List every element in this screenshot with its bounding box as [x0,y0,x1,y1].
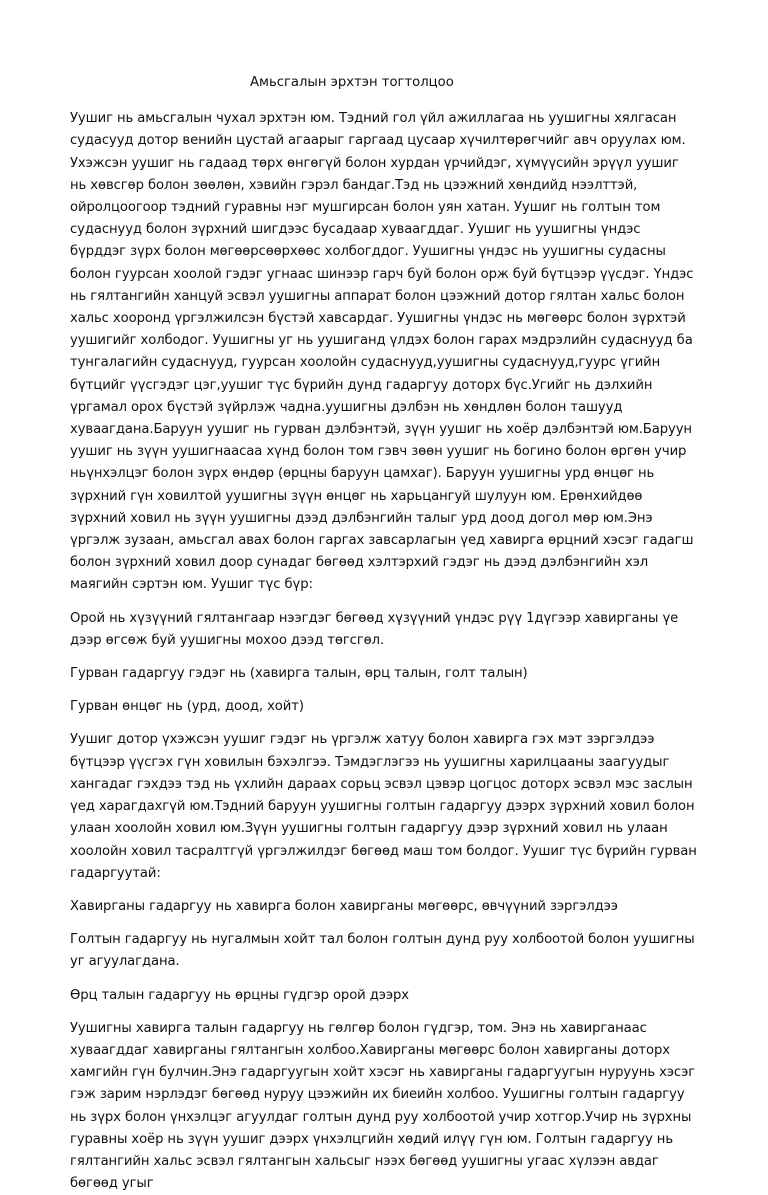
paragraph-surface-details: Уушигны хавирга талын гадаргуу нь гөлгөр болон гүдгэр, том. Энэ нь хавирганаас хуваагддаг хавирганы гялтангын холбоо.Хавирганы мөгөөрс болон хавирганы доторх хамгийн гүн булчин.Энэ гадаргуугын хойт хэсэг нь хавирганы гадаргуугын нуруунь хэсэг гэж зарим нэрлэдэг бөгөөд нуруу цээжийн их биеийн холбоо. Уушигны голтын гадаргуу нь зүрх болон үнхэлцэг агуулдаг голтын дунд руу холбоотой учир хотгор.Учир нь зүрхны гуравны хоёр нь зүүн уушиг дээрх үнхэлцгийн хөдий илүү гүн юм. Голтын гадаргуу нь гялтангийн хальс эсвэл гялтангын хальсыг нээх бөгөөд уушигны угаас хүлээн авдаг бөгөөд угыг [70,1020,696,1192]
paragraph-mediastinal-surface: Голтын гадаргуу нь нугалмын хойт тал болон голтын дунд руу холбоотой болон уушигны уг агуулагдана. [70,932,695,970]
paragraph-surfaces: Гурван гадаргуу гэдэг нь (хавирга талын, өрц талын, голт талын) [70,666,528,682]
paragraph-apex: Орой нь хүзүүний гялтангаар нээгдэг бөгөөд хүзүүний үндэс рүү 1дүгээр хавирганы үе дээр өгсөж буй уушигны мохоо дээд төгсгөл. [70,610,679,648]
paragraph-grooves: Уушиг дотор үхэжсэн уушиг гэдэг нь үргэлж хатуу болон хавирга гэх мэт зэргэлдээ бүтцээр үүсгэх гүн ховилын бэхэлгээ. Тэмдэглэгээ нь уушигны харилцааны заагуудыг хангадаг гэхдээ тэд нь үхлийн дараах сорьц эсвэл цэвэр цогцос доторх эсвэл мэс заслын үед харагдахгүй юм.Тэдний баруун уушигны голтын гадаргуу дээрх зүрхний ховил болон улаан хоолойн ховил юм.Зүүн уушигны голтын гадаргуу дээр зүрхний ховил нь улаан хоолойн ховил тасралтгүй үргэлжилдэг бөгөөд маш том болдог. Уушиг түс бүрийн гурван гадаргуутай: [70,732,697,881]
paragraph-intro: Уушиг нь амьсгалын чухал эрхтэн юм. Тэдний гол үйл ажиллагаа нь уушигны хялгасан судасууд дотор венийн цустай агаарыг гаргаад цусаар хүчилтөрөгчийг авч оруулах юм. Ухэжсэн уушиг нь гадаад төрх өнгөгүй болон хурдан үрчийдэг, хүмүүсийн эрүүл уушиг нь хөвсгөр болон зөөлөн, хэвийн гэрэл бандаг.Тэд нь цээжний хөндийд нээлттэй, ойролцоогоор тэдний гуравны нэг мушгирсан болон уян хатан. Уушиг нь голтын том судаснууд болон зүрхний шигдээс бусадаар хуваагддаг. Уушиг нь уушигны үндэс бүрддэг зүрх болон мөгөөрсөөрхөөс холбогддог. Уушигны үндэс нь уушигны судасны болон гуурсан хоолой гэдэг угнаас шинээр гарч буй болон орж буй бүтцээр үүсдэг. Үндэс нь гялтангийн ханцуй эсвэл уушигны аппарат болон цээжний дотор гялтан хальс болон хальс хооронд үргэлжилсэн бүстэй хавсардаг. Уушигны үндэс нь мөгөөрс болон зүрхтэй уушигийг холбодог. Уушигны уг нь уушиганд үлдэх болон гарах мэдрэлийн судаснууд ба тунгалагийн судаснууд, гуурсан хоолойн судаснууд,уушигны судаснууд,гуурс үгийн бүтцийг үүсгэдэг цэг,уушиг түс бүрийн дунд гадаргуу доторх бүс.Угийг нь дэлхийн үргамал орох бүстэй зүйрлэж чадна.уушигны дэлбэн нь хөндлөн болон ташууд хуваагдана.Баруун уушиг нь гурван дэлбэнтэй, зүүн уушиг нь хоёр дэлбэнтэй юм.Баруун уушиг нь зүүн уушигнаасаа хүнд болон том гэвч зөөн уушиг нь богино болон өргөн учир ньүнхэлцэг болон зүрх өндөр (өрцны баруун цамхаг). Баруун уушигны урд өнцөг нь зүрхний гүн ховилтой уушигны зүүн өнцөг нь харьцангуй шулуун юм. Ерөнхийдөө зүрхний ховил нь зүүн уушигны дээд дэлбэнгийн талыг урд доод догол мөр юм.Энэ үргэлж зузаан, амьсгал авах болон гаргах завсарлагын үед хавирга өрцний хэсэг гадагш болон зүрхний ховил доор сунадаг бөгөөд хэлтэрхий гэдэг нь дээд дэлбэнгийн хэл маягийн сэртэн юм. Уушиг түс бүр: [70,111,694,593]
paragraph-angles: Гурван өнцөг нь (урд, доод, хойт) [70,699,304,715]
paragraph-diaphragmatic-surface: Өрц талын гадаргуу нь өрцны гүдгэр орой дээрх [70,987,409,1003]
paragraph-costal-surface: Хавирганы гадаргуу нь хавирга болон хавирганы мөгөөрс, өвчүүний зэргэлдээ [70,898,618,914]
document-title: Амьсгалын эрхтэн тогтолцоо [250,75,454,90]
